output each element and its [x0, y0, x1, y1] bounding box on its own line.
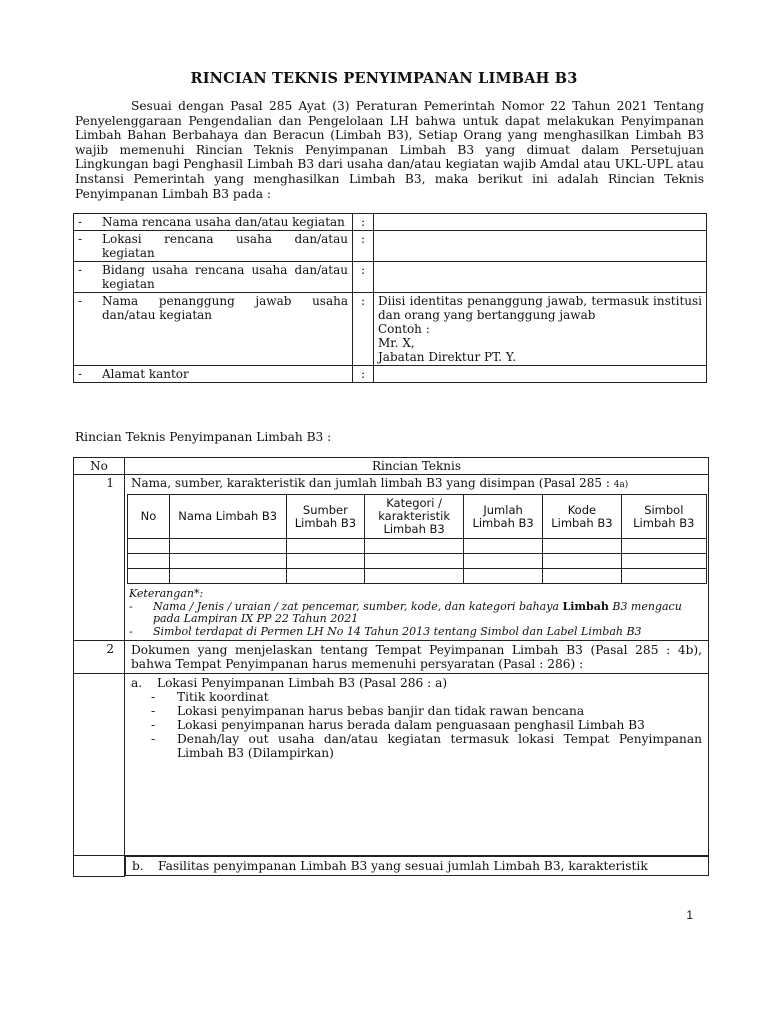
list-item: - Simbol terdapat di Permen LH No 14 Tahun 2013 tentang Simbol dan Label Limbah B3 [129, 624, 642, 638]
item-2-text: Dokumen yang menjelaskan tentang Tempat Peyimpanan Limbah B3 (Pasal 285 : 4b), bahwa Tempat Penyimpanan harus memenuhi persyaratan (Pasal : 286) : [125, 641, 709, 674]
item-1-row [74, 475, 709, 641]
item-2b-row [74, 856, 709, 877]
identity-row: - Alamat kantor : [74, 366, 707, 383]
waste-header-cell: Sumber Limbah B3 [286, 495, 365, 539]
colon: : [353, 366, 374, 383]
intro-paragraph: Sesuai dengan Pasal 285 Ayat (3) Peraturan Pemerintah Nomor 22 Tahun 2021 Tentang Penyelenggaraan Pengendalian dan Pengelolaan LH bahwa untuk dapat melakukan Penyimpanan Limbah Bahan Berbahaya dan Beracun (Limbah B3), Setiap Orang yang menghasilkan Limbah B3 wajib memenuhi Rincian Teknis Penyimpanan Limbah B3 yang dimuat dalam Persetujuan Lingkungan bagi Penghasil Limbah B3 dari usaha dan/atau kegiatan wajib Amdal atau UKL-UPL atau Instansi Pemerintah yang menghasilkan Limbah B3, maka berikut ini adalah Rincian Teknis Penyimpanan Limbah B3 pada : [75, 99, 704, 201]
identity-label: Alamat kantor [102, 367, 189, 381]
document-title: RINCIAN TEKNIS PENYIMPANAN LIMBAH B3 [190, 70, 578, 87]
item-1-text: Nama, sumber, karakteristik dan jumlah limbah B3 yang disimpan (Pasal 285 : 4a) [131, 476, 629, 490]
waste-header-cell: Nama Limbah B3 [169, 495, 286, 539]
waste-header-cell: Simbol Limbah B3 [621, 495, 706, 539]
colon: : [353, 231, 374, 262]
identity-label: Nama rencana usaha dan/atau kegiatan [102, 215, 345, 229]
waste-header-cell: Kategori / karakteristik Limbah B3 [365, 495, 464, 539]
identity-value [374, 231, 707, 262]
waste-header-row [128, 495, 707, 539]
section-a-title: Lokasi Penyimpanan Limbah B3 (Pasal 286 : a) [157, 676, 448, 690]
item-2a-row [74, 674, 709, 856]
header-no: No [74, 458, 125, 475]
item-2-row [74, 641, 709, 674]
identity-value [374, 262, 707, 293]
item-2-no: 2 [74, 641, 125, 674]
technical-details-table [73, 457, 709, 877]
identity-label: Nama penanggung jawab usaha dan/atau kegiatan [102, 294, 348, 322]
waste-inventory-table [127, 494, 707, 584]
colon: : [353, 293, 374, 366]
colon: : [353, 214, 374, 231]
list-item: - Lokasi penyimpanan harus berada dalam penguasaan penghasil Limbah B3 [151, 718, 645, 732]
identity-label: Bidang usaha rencana usaha dan/atau kegiatan [102, 263, 348, 291]
waste-header-cell: Jumlah Limbah B3 [463, 495, 542, 539]
list-item: - Denah/lay out usaha dan/atau kegiatan termasuk lokasi Tempat Penyimpanan Limbah B3 (Dilampirkan) [151, 732, 702, 760]
waste-header-cell: Kode Limbah B3 [543, 495, 621, 539]
keterangan-title: Keterangan*: [129, 587, 204, 600]
table-row [128, 569, 707, 584]
colon: : [353, 262, 374, 293]
identity-row: - Lokasi rencana usaha dan/atau kegiatan : [74, 231, 707, 262]
list-item: - Lokasi penyimpanan harus bebas banjir dan tidak rawan bencana [151, 704, 585, 718]
identity-row: - Bidang usaha rencana usaha dan/atau kegiatan : [74, 262, 707, 293]
identity-row: - Nama penanggung jawab usaha dan/atau kegiatan : Diisi identitas penanggung jawab, termasuk institusi dan orang yang bertanggung jawab Contoh : Mr. X, Jabatan Direktur PT. Y. [74, 293, 707, 366]
page-number: 1 [686, 908, 693, 922]
header-rincian: Rincian Teknis [125, 458, 709, 475]
item-1-no: 1 [74, 475, 125, 641]
identity-table [73, 213, 707, 383]
waste-header-cell: No [128, 495, 170, 539]
identity-label: Lokasi rencana usaha dan/atau kegiatan [102, 232, 348, 260]
section-a: a. Lokasi Penyimpanan Limbah B3 (Pasal 286 : a) - Titik koordinat - Lokasi penyimpanan harus bebas banjir dan tidak rawan bencana - Lokasi penyimpanan harus berada dalam penguasaan penghasil Limbah B3 - Denah/lay out usaha dan/atau kegiatan termasuk lokasi Tempat Penyimpanan Limbah B3 (Dilampirkan) [125, 674, 709, 856]
table-row [128, 539, 707, 554]
list-item: - Nama / Jenis / uraian / zat pencemar, sumber, kode, dan kategori bahaya Limbah B3 mengacu pada Lampiran IX PP 22 Tahun 2021 [129, 599, 682, 625]
table-row [128, 554, 707, 569]
identity-value: Diisi identitas penanggung jawab, termasuk institusi dan orang yang bertanggung jawab Contoh : Mr. X, Jabatan Direktur PT. Y. [374, 293, 707, 366]
identity-value [374, 214, 707, 231]
section-b: b. Fasilitas penyimpanan Limbah B3 yang sesuai jumlah Limbah B3, karakteristik [125, 856, 709, 876]
identity-value [374, 366, 707, 383]
identity-row: - Nama rencana usaha dan/atau kegiatan : [74, 214, 707, 231]
technical-details-subtitle: Rincian Teknis Penyimpanan Limbah B3 : [75, 430, 332, 444]
list-item: - Titik koordinat [151, 690, 269, 704]
table-header-row [74, 458, 709, 475]
keterangan-notes [125, 584, 708, 640]
